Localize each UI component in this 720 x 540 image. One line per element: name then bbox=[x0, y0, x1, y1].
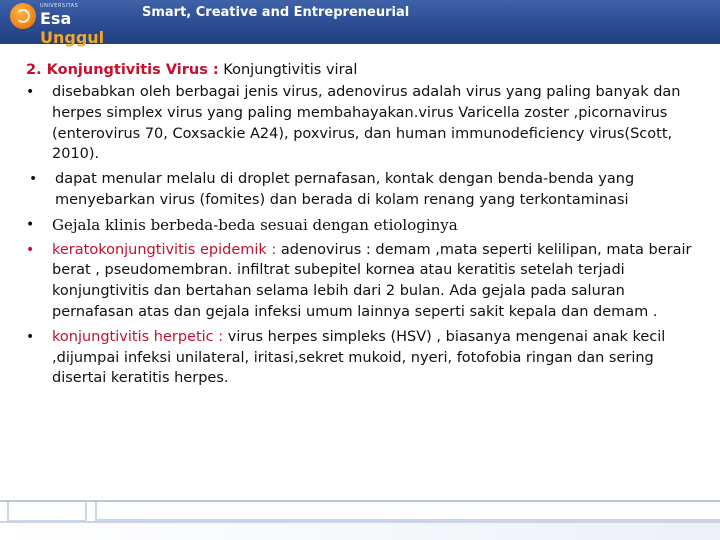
slide-title bbox=[26, 60, 701, 80]
bullet-text: virus herpes simpleks (HSV) , biasanya mengenai anak kecil ,dijumpai infeksi unilateral, iritasi,sekret mukoid, nyeri, fotofobia ringan dan sering disertai keratitis herpes. bbox=[52, 328, 666, 387]
bullet-item bbox=[26, 169, 701, 211]
bullet-text: dapat menular melalu di droplet pernafasan, kontak dengan benda-benda yang menyebarkan virus (fomites) dan berada di kolam renang yang terkontaminasi bbox=[55, 171, 635, 208]
bullet-term: konjungtivitis herpetic : bbox=[52, 328, 224, 345]
bullet-icon: • bbox=[26, 84, 35, 100]
university-logo bbox=[0, 0, 128, 47]
bullet-list bbox=[26, 82, 701, 389]
bullet-icon: • bbox=[26, 328, 35, 345]
bullet-text: disebabkan oleh berbagai jenis virus, adenovirus adalah virus yang paling banyak dan herpes simplex virus yang paling membahayakan.virus Varicella zoster ,picornavirus (enterovirus 70, Coxsackie A24), poxvirus, dan human immunodeficiency virus(Scott, 2010). bbox=[52, 84, 681, 163]
bullet-text: Gejala klinis berbeda-beda sesuai dengan etiologinya bbox=[52, 215, 458, 234]
bullet-item bbox=[26, 240, 701, 323]
bullet-icon: • bbox=[29, 171, 38, 188]
bullet-item bbox=[26, 327, 701, 389]
logo-text bbox=[40, 9, 128, 47]
logo-text-esa: Esa bbox=[40, 9, 72, 28]
bullet-icon: • bbox=[26, 216, 35, 233]
slide-content bbox=[26, 60, 701, 393]
slide-title-subtitle: Konjungtivitis viral bbox=[218, 62, 358, 78]
bullet-text: adenovirus : demam ,mata seperti kelilipan, mata berair berat , pseudomembran. infiltrat subepitel kornea atau keratitis setelah terjadi konjungtivitis dan bertahan selama lebih dari 2 bulan. Ada gejala pada saluran pernafasan atas dan gejala infeksi umum lainnya seperti sakit kepala dan demam . bbox=[52, 241, 692, 320]
logo-emblem-icon bbox=[10, 3, 36, 29]
bullet-icon: • bbox=[26, 241, 35, 258]
footer-bar bbox=[0, 521, 720, 540]
tagline: Smart, Creative and Entrepreneurial bbox=[142, 5, 410, 20]
logo-text-unggul: Unggul bbox=[40, 28, 105, 47]
header-bar bbox=[0, 0, 720, 47]
bullet-item bbox=[26, 215, 701, 236]
logo-small-text: UNIVERSITAS bbox=[40, 3, 79, 9]
footer-right-box bbox=[95, 502, 720, 521]
footer-left-box bbox=[7, 502, 87, 522]
bullet-item bbox=[26, 82, 701, 165]
bullet-term: keratokonjungtivitis epidemik : bbox=[52, 241, 277, 258]
slide-title-heading: 2. Konjungtivitis Virus : bbox=[26, 62, 219, 78]
